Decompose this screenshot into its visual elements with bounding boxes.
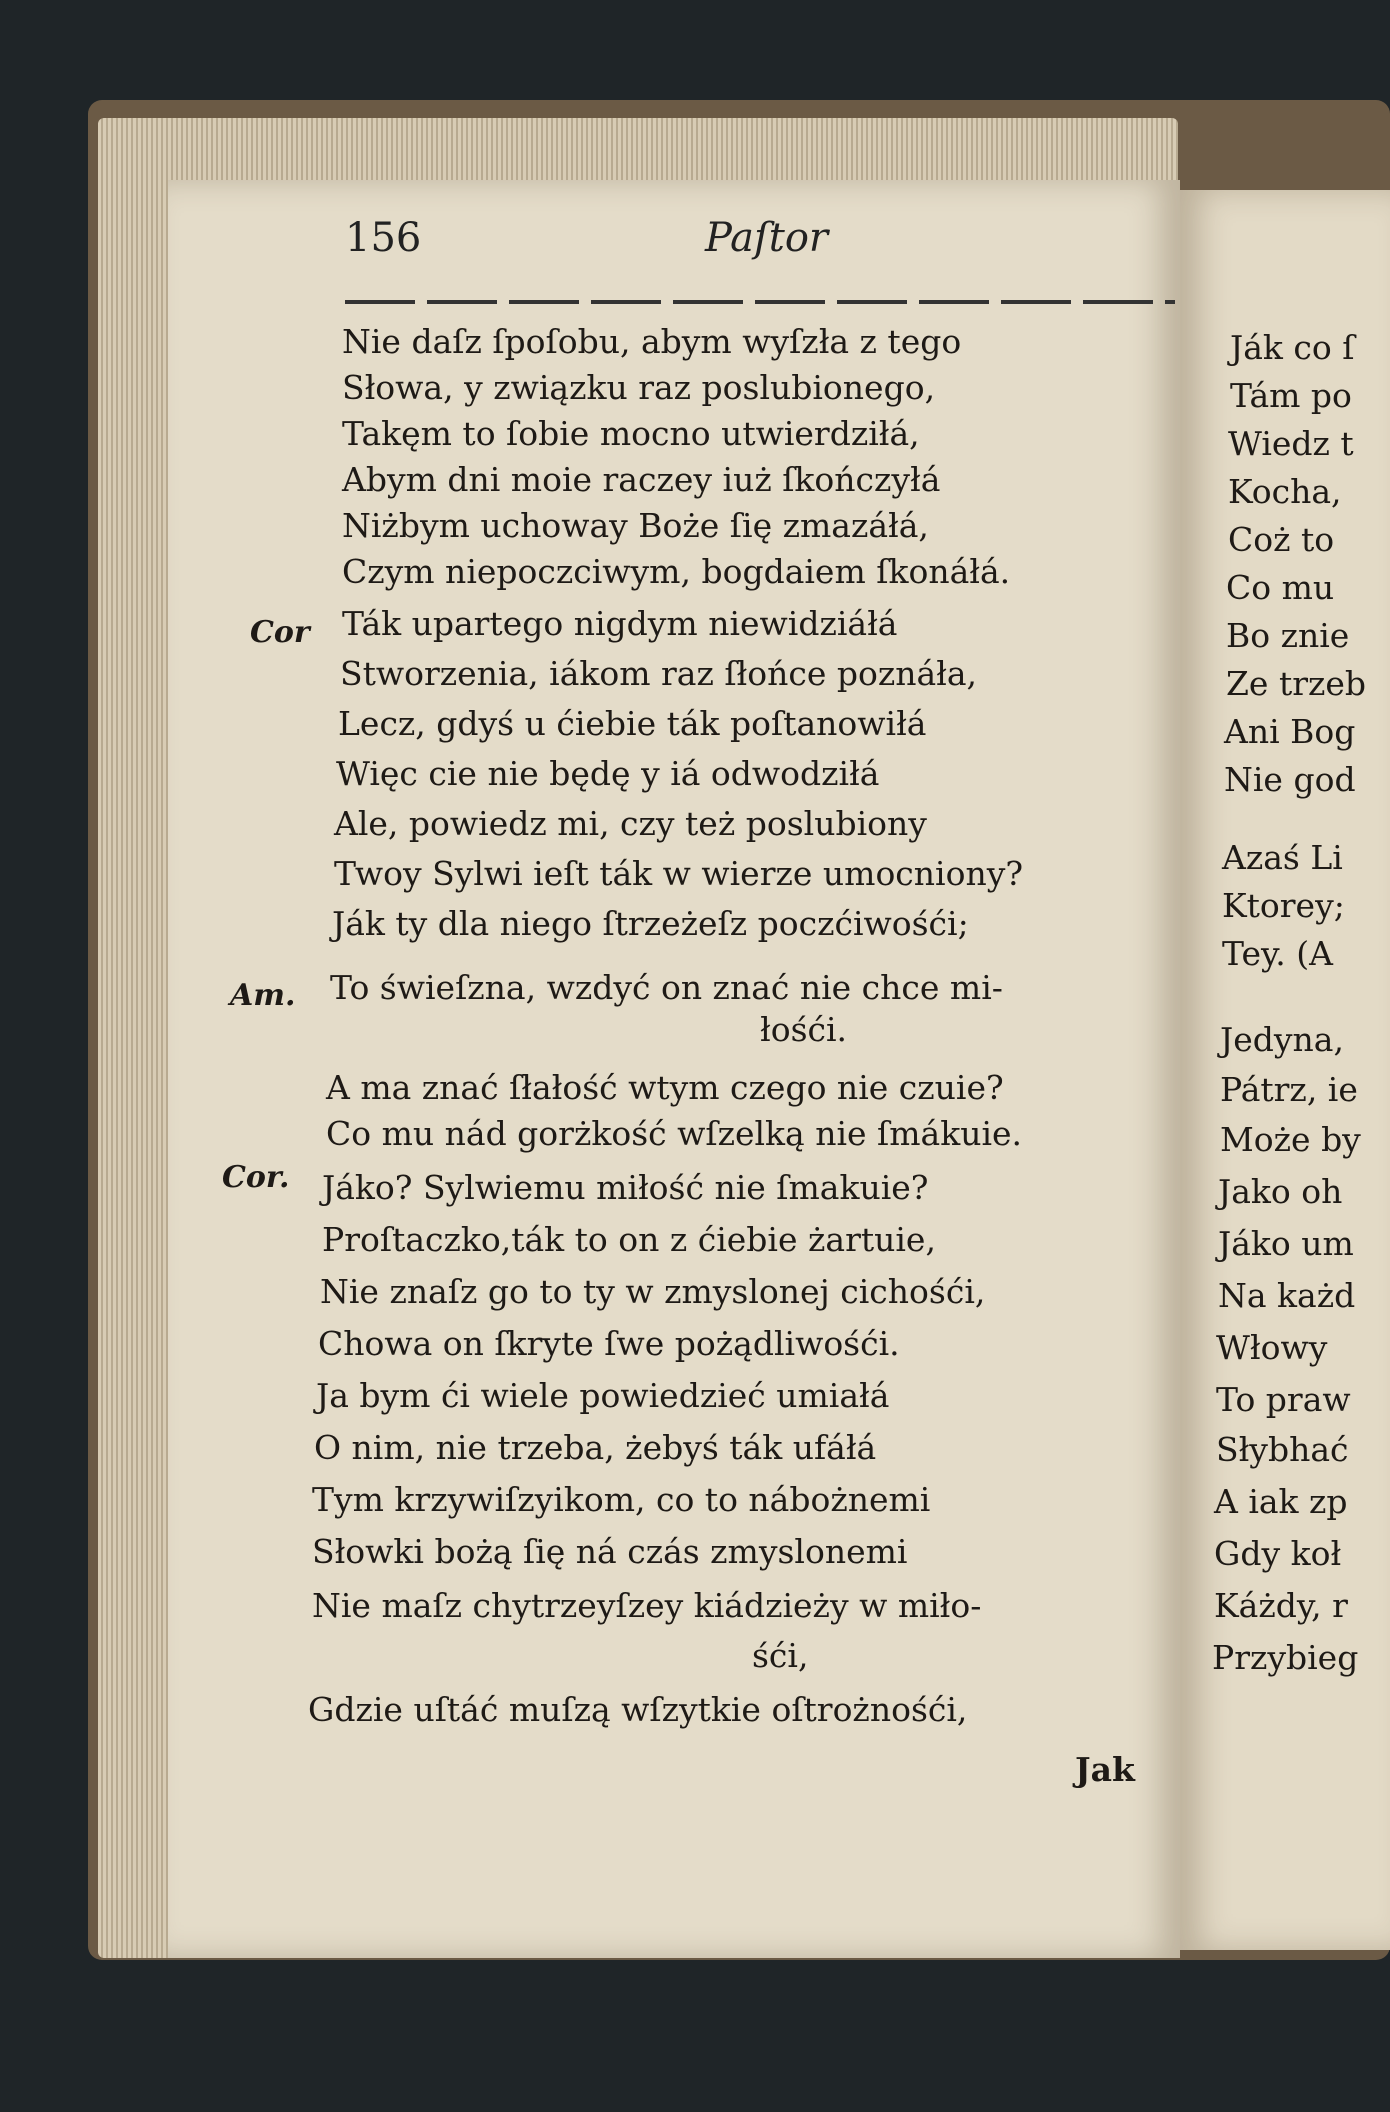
right-page-line: Tey. (A (1222, 934, 1333, 973)
speaker-label: Am. (230, 978, 296, 1013)
catchword: Jak (1075, 1750, 1135, 1789)
right-page-line: Na każd (1218, 1276, 1356, 1315)
verse-line: Słowa, y związku raz poslubionego, (342, 368, 936, 407)
verse-line: Nie znaſz go to ty w zmyslonej cichośći, (320, 1272, 986, 1311)
speaker-label: Cor. (222, 1160, 290, 1195)
right-page-line: Ktorey; (1222, 886, 1345, 925)
verse-line: Twoy Sylwi ieſt ták w wierze umocniony? (334, 854, 1024, 893)
verse-line-continuation: śći, (752, 1636, 809, 1675)
right-page-line: Nie god (1224, 760, 1356, 799)
right-page-line: Przybieg (1212, 1638, 1359, 1677)
verse-line: Lecz, gdyś u ćiebie ták poſtanowiłá (338, 704, 927, 743)
verse-line: O nim, nie trzeba, żebyś ták ufáłá (314, 1428, 877, 1467)
verse-line: Proſtaczko,ták to on z ćiebie żartuie, (322, 1220, 936, 1259)
right-page-line: Wiedz t (1228, 424, 1354, 463)
right-page (1180, 190, 1390, 1950)
verse-line: Niżbym uchoway Boże ſię zmazáłá, (342, 506, 929, 545)
right-page-line: Włowy (1216, 1328, 1328, 1367)
right-page-line: Jáko um (1218, 1224, 1354, 1263)
right-page-line: A iak zp (1214, 1482, 1348, 1521)
right-page-line: Gdy koł (1214, 1534, 1342, 1573)
verse-line: A ma znać ſłałość wtym czego nie czuie? (326, 1068, 1004, 1107)
right-page-line: Co mu (1226, 568, 1335, 607)
right-page-line: Pátrz, ie (1220, 1070, 1358, 1109)
verse-line: Abym dni moie raczey iuż ſkończyłá (342, 460, 941, 499)
verse-line: Nie maſz chytrzeyſzey kiádzieży w miło- (312, 1586, 982, 1625)
right-page-line: Tám po (1230, 376, 1352, 415)
right-page-line: Jako oh (1218, 1172, 1343, 1211)
right-page-line: Bo znie (1226, 616, 1350, 655)
right-page-line: Kocha, (1228, 472, 1342, 511)
page-number: 156 (345, 215, 422, 261)
verse-line: To świeſzna, wzdyć on znać nie chce mi- (330, 968, 1003, 1007)
verse-line: Słowki bożą ſię ná czás zmyslonemi (312, 1532, 908, 1571)
page-header (345, 215, 1165, 275)
right-page-line: Ze trzeb (1226, 664, 1367, 703)
verse-line: Ják ty dla niego ſtrzeżeſz poczćiwośći; (332, 904, 969, 943)
right-page-line: Káżdy, r (1214, 1586, 1348, 1625)
verse-line: Gdzie uſtáć muſzą wſzytkie oſtrożnośći, (308, 1690, 968, 1729)
verse-line-continuation: łośći. (760, 1010, 848, 1049)
speaker-label: Cor (250, 615, 310, 650)
right-page-line: Jedyna, (1220, 1020, 1344, 1059)
header-rule (345, 300, 1175, 304)
verse-line: Nie daſz ſpoſobu, abym wyſzła z tego (342, 322, 962, 361)
verse-line: Jáko? Sylwiemu miłość nie ſmakuie? (322, 1168, 929, 1207)
right-page-line: Może by (1220, 1120, 1361, 1159)
verse-line: Ja bym ći wiele powiedzieć umiałá (316, 1376, 890, 1415)
verse-line: Co mu nád gorżkość wſzelką nie ſmákuie. (326, 1114, 1023, 1153)
right-page-line: Ani Bog (1224, 712, 1356, 751)
verse-line: Czym niepoczciwym, bogdaiem ſkonáłá. (342, 552, 1011, 591)
right-page-line: Słybhać (1216, 1430, 1349, 1469)
verse-line: Więc cie nie będę y iá odwodziłá (336, 754, 880, 793)
verse-line: Ale, powiedz mi, czy też poslubiony (334, 804, 927, 843)
verse-line: Ták upartego nigdym niewidziáłá (342, 604, 898, 643)
right-page-line: Coż to (1228, 520, 1335, 559)
verse-line: Tym krzywiſzyikom, co to nábożnemi (312, 1480, 931, 1519)
verse-line: Chowa on ſkryte ſwe pożądliwośći. (318, 1324, 900, 1363)
right-page-line: To praw (1216, 1380, 1351, 1419)
right-page-line: Ják co ſ (1230, 328, 1355, 367)
verse-line: Takęm to ſobie mocno utwierdziłá, (342, 414, 920, 453)
right-page-line: Azaś Li (1222, 838, 1343, 877)
verse-line: Stworzenia, iákom raz ſłońce poznáła, (340, 654, 978, 693)
running-title: Paſtor (705, 215, 829, 261)
